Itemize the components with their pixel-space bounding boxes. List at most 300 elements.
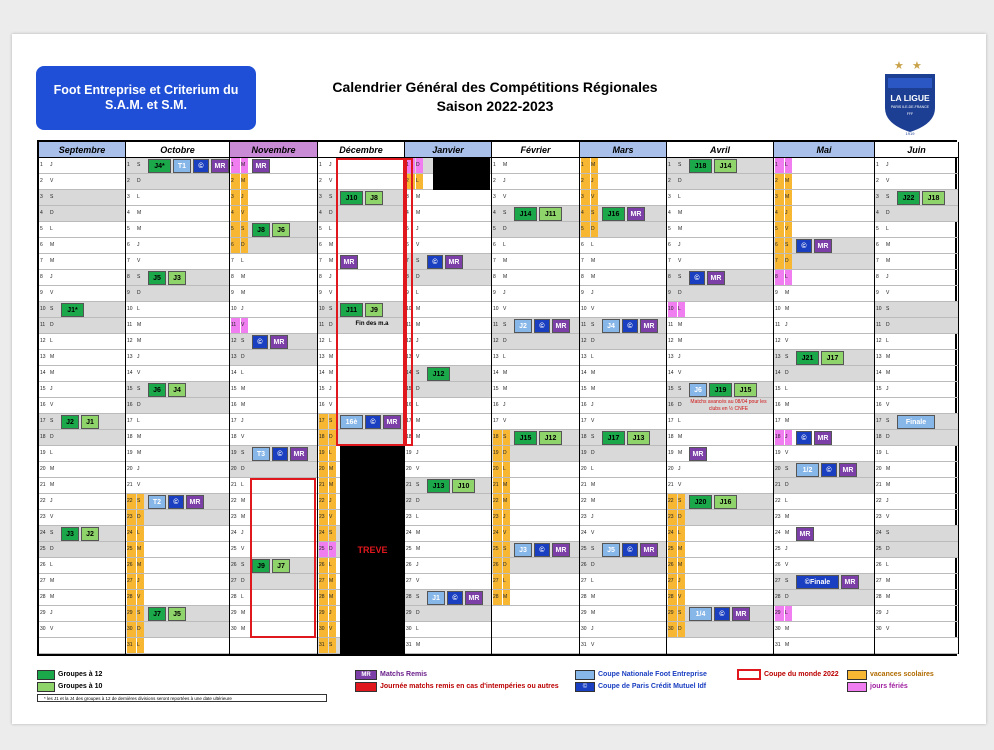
day-number: 27	[775, 578, 781, 584]
legend-swatch-journee-remis	[355, 682, 377, 692]
day-letter: M	[503, 494, 510, 509]
day-letter: M	[591, 274, 596, 280]
day-letter: M	[329, 370, 334, 376]
day-cell	[580, 158, 666, 174]
day-number: 28	[40, 594, 46, 600]
day-letter: S	[678, 494, 685, 509]
day-letter: M	[416, 210, 421, 216]
day-cell	[580, 574, 666, 590]
day-number: 26	[668, 558, 677, 573]
day-letter: V	[678, 590, 685, 605]
day-letter: S	[50, 530, 54, 536]
day-number: 28	[406, 594, 412, 600]
day-number: 11	[406, 322, 412, 328]
day-cell	[39, 382, 125, 398]
journee-chip: J17	[602, 431, 625, 445]
day-number: 18	[581, 434, 587, 440]
coupe-nationale-chip: 1/4	[689, 607, 712, 621]
day-letter: M	[785, 190, 792, 205]
journee-chip: J3	[168, 271, 186, 285]
day-letter: D	[678, 622, 685, 637]
day-cell	[405, 222, 491, 238]
day-letter: L	[785, 158, 792, 173]
day-letter: V	[416, 466, 420, 472]
day-letter: M	[50, 370, 55, 376]
day-cell	[405, 510, 491, 526]
day-letter: M	[416, 530, 421, 536]
journee-chip: J6	[272, 223, 290, 237]
day-letter: M	[137, 558, 144, 573]
day-number: 15	[40, 386, 46, 392]
day-cell	[667, 350, 773, 366]
day-cell	[39, 254, 125, 270]
day-cell	[774, 478, 874, 494]
day-cell	[405, 318, 491, 334]
day-letter: M	[591, 386, 596, 392]
day-number: 5	[40, 226, 43, 232]
day-cell	[774, 158, 874, 174]
day-number: 6	[668, 242, 671, 248]
ligue-shield-icon	[880, 58, 940, 136]
journee-chip: J20	[689, 495, 712, 509]
day-number: 12	[406, 338, 412, 344]
day-cell	[39, 478, 125, 494]
day-number: 19	[127, 450, 133, 456]
day-letter: M	[241, 386, 246, 392]
month-header: Décembre	[318, 142, 404, 158]
day-number: 10	[668, 302, 677, 317]
day-cell	[126, 478, 229, 494]
day-number: 13	[40, 354, 46, 360]
day-cell	[492, 590, 579, 606]
day-cell	[492, 366, 579, 382]
day-number: 2	[40, 178, 43, 184]
day-letter: M	[241, 402, 246, 408]
month-header: Mai	[774, 142, 874, 158]
day-letter: L	[678, 194, 681, 200]
day-letter: M	[678, 450, 683, 456]
journee-chip: J16	[602, 207, 625, 221]
day-number: 12	[40, 338, 46, 344]
day-cell	[580, 238, 666, 254]
day-cell	[39, 190, 125, 206]
day-cell	[405, 638, 491, 654]
journee-chip: J5	[168, 607, 186, 621]
day-cell	[405, 206, 491, 222]
day-letter: S	[329, 194, 333, 200]
day-letter: V	[678, 482, 682, 488]
day-number: 30	[581, 626, 587, 632]
day-letter: M	[241, 158, 248, 173]
day-letter: D	[137, 510, 144, 525]
day-letter: M	[785, 290, 790, 296]
day-cell	[39, 622, 125, 638]
day-cell	[405, 350, 491, 366]
day-letter: V	[329, 290, 333, 296]
matchs-remis-chip: MR	[707, 271, 725, 285]
day-number: 23	[127, 510, 136, 525]
journee-chip: J14	[714, 159, 737, 173]
day-cell	[492, 334, 579, 350]
day-letter: L	[241, 594, 244, 600]
day-number: 14	[581, 370, 587, 376]
day-letter: J	[416, 450, 419, 456]
day-number: 14	[775, 370, 781, 376]
day-letter: J	[137, 466, 140, 472]
day-letter: M	[503, 274, 508, 280]
day-cell	[126, 366, 229, 382]
legend-swatch-groupes10	[37, 682, 55, 692]
day-letter: L	[329, 338, 332, 344]
day-number: 16	[127, 402, 133, 408]
day-number: 21	[876, 482, 882, 488]
day-cell	[39, 318, 125, 334]
day-cell	[774, 318, 874, 334]
day-number: 30	[775, 626, 781, 632]
day-letter: L	[503, 574, 510, 589]
day-number: 5	[231, 222, 240, 237]
day-number: 22	[775, 498, 781, 504]
day-letter: J	[886, 162, 889, 168]
day-letter: S	[329, 414, 336, 429]
day-letter: S	[503, 210, 507, 216]
day-letter: M	[241, 626, 246, 632]
journee-chip: J9	[365, 303, 383, 317]
day-letter: V	[137, 258, 141, 264]
day-letter: V	[591, 642, 595, 648]
day-number: 3	[40, 194, 43, 200]
day-letter: L	[503, 354, 506, 360]
day-number: 3	[876, 194, 879, 200]
day-letter: L	[503, 242, 506, 248]
day-letter: D	[886, 546, 890, 552]
day-number: 20	[319, 462, 328, 477]
day-number: 15	[668, 386, 674, 392]
day-number: 26	[493, 558, 502, 573]
matchs-remis-chip: MR	[552, 543, 570, 557]
day-letter: V	[886, 402, 890, 408]
coupe-nationale-chip: J2	[514, 319, 532, 333]
day-letter: D	[678, 178, 682, 184]
day-cell	[774, 606, 874, 622]
day-cell	[492, 254, 579, 270]
day-letter: V	[50, 290, 54, 296]
day-number: 15	[319, 386, 325, 392]
day-letter: S	[785, 578, 789, 584]
day-cell	[39, 222, 125, 238]
journee-chip: J8	[252, 223, 270, 237]
day-number: 27	[319, 574, 328, 589]
day-cell	[667, 238, 773, 254]
day-cell	[774, 510, 874, 526]
day-letter: M	[591, 594, 596, 600]
day-cell	[39, 462, 125, 478]
day-number: 5	[319, 226, 322, 232]
day-letter: V	[241, 318, 248, 333]
day-cell	[492, 238, 579, 254]
day-cell	[492, 414, 579, 430]
day-cell	[39, 158, 125, 174]
day-letter: L	[50, 226, 53, 232]
coupe-paris-chip: ©	[796, 431, 812, 445]
day-letter: M	[785, 514, 790, 520]
day-cell	[39, 366, 125, 382]
day-number: 13	[876, 354, 882, 360]
matchs-remis-chip: MR	[383, 415, 401, 429]
day-number: 26	[775, 562, 781, 568]
day-number: 7	[581, 258, 584, 264]
day-letter: L	[591, 466, 594, 472]
day-letter: L	[678, 302, 685, 317]
coupe-paris-chip: ©	[622, 543, 638, 557]
matchs-remis-chip: MR	[627, 207, 645, 221]
day-cell	[875, 478, 958, 494]
day-cell	[580, 558, 666, 574]
day-cell	[774, 558, 874, 574]
day-number: 31	[581, 642, 587, 648]
fin-des-ma-note: Fin des m.a	[355, 321, 389, 327]
day-cell	[39, 510, 125, 526]
day-letter: S	[241, 222, 248, 237]
day-number: 8	[40, 274, 43, 280]
coupe-nationale-chip: J1	[427, 591, 445, 605]
day-letter: L	[241, 370, 244, 376]
day-letter: L	[329, 558, 336, 573]
day-number: 10	[581, 306, 587, 312]
day-cell	[875, 622, 958, 638]
matchs-remis-chip: MR	[445, 255, 463, 269]
day-letter: V	[785, 450, 789, 456]
day-letter: M	[785, 642, 790, 648]
day-letter: M	[241, 514, 246, 520]
day-number: 19	[493, 446, 502, 461]
day-letter: V	[591, 530, 595, 536]
day-cell	[667, 206, 773, 222]
day-number: 21	[581, 482, 587, 488]
day-cell	[405, 270, 491, 286]
coupe-paris-chip: ©	[193, 159, 209, 173]
day-letter: M	[137, 322, 142, 328]
day-number: 14	[493, 370, 499, 376]
day-cell	[492, 510, 579, 526]
day-number: 30	[40, 626, 46, 632]
day-number: 8	[319, 274, 322, 280]
day-cell	[39, 286, 125, 302]
day-cell	[580, 350, 666, 366]
day-number: 18	[406, 434, 412, 440]
day-cell	[39, 638, 125, 654]
journee-chip: J12	[539, 431, 562, 445]
legend-swatch-groupes12	[37, 670, 55, 680]
day-letter: J	[329, 274, 332, 280]
day-cell	[580, 622, 666, 638]
month-header: Mars	[580, 142, 666, 158]
day-cell	[126, 590, 229, 606]
day-number: 21	[231, 482, 237, 488]
day-number: 19	[231, 450, 237, 456]
day-letter: M	[785, 174, 792, 189]
day-number: 6	[40, 242, 43, 248]
coupe-du-monde-frame	[405, 158, 413, 446]
day-letter: L	[137, 306, 140, 312]
day-letter: S	[678, 162, 682, 168]
day-number: 2	[127, 178, 130, 184]
day-number: 25	[231, 546, 237, 552]
day-number: 8	[231, 274, 234, 280]
day-cell	[492, 638, 579, 654]
day-number: 26	[319, 558, 328, 573]
title-line-2: Saison 2022-2023	[436, 98, 554, 114]
journee-chip: J3	[61, 527, 79, 541]
day-number: 18	[493, 430, 502, 445]
day-number: 13	[581, 354, 587, 360]
day-cell	[126, 222, 229, 238]
day-number: 11	[876, 322, 882, 328]
day-cell	[230, 430, 317, 446]
day-letter: M	[503, 386, 508, 392]
day-number: 1	[319, 162, 322, 168]
day-letter: D	[785, 482, 789, 488]
month-header: Juin	[875, 142, 958, 158]
day-number: 10	[493, 306, 499, 312]
day-letter: S	[591, 206, 598, 221]
day-cell	[492, 622, 579, 638]
day-number: 11	[668, 322, 674, 328]
day-cell	[580, 494, 666, 510]
journee-chip: J10	[452, 479, 475, 493]
day-letter: J	[241, 418, 244, 424]
journee-chip: J16	[714, 495, 737, 509]
day-letter: J	[785, 322, 788, 328]
day-number: 5	[876, 226, 879, 232]
day-cell	[774, 286, 874, 302]
day-letter: S	[329, 638, 336, 653]
day-letter: J	[50, 274, 53, 280]
day-number: 10	[127, 306, 133, 312]
day-number: 30	[668, 622, 677, 637]
day-letter: S	[137, 274, 141, 280]
day-letter: V	[591, 190, 598, 205]
day-number: 7	[406, 258, 409, 264]
journee-chip: J2	[81, 527, 99, 541]
month-column-janvier	[405, 142, 492, 654]
day-number: 20	[406, 466, 412, 472]
journee-chip: J17	[821, 351, 844, 365]
day-cell	[875, 286, 958, 302]
day-cell	[492, 270, 579, 286]
day-cell	[405, 494, 491, 510]
day-letter: J	[886, 610, 889, 616]
day-number: 4	[406, 210, 409, 216]
day-letter: L	[137, 526, 144, 541]
day-number: 14	[319, 370, 325, 376]
day-letter: S	[591, 434, 595, 440]
day-number: 31	[127, 638, 136, 653]
legend-swatch-coupe-paris: ©	[575, 682, 595, 692]
legend-feries: jours fériés	[870, 683, 908, 690]
day-number: 24	[493, 526, 502, 541]
day-letter: V	[137, 590, 144, 605]
day-cell	[405, 526, 491, 542]
day-letter: M	[329, 462, 336, 477]
day-letter: D	[137, 290, 141, 296]
day-letter: L	[50, 562, 53, 568]
day-letter: J	[50, 162, 53, 168]
day-letter: S	[678, 386, 682, 392]
legend-journee-remis: Journée matchs remis en cas d'intempéries ou autres	[380, 683, 559, 690]
day-letter: J	[329, 386, 332, 392]
day-number: 10	[775, 306, 781, 312]
day-letter: D	[591, 338, 595, 344]
day-cell	[39, 430, 125, 446]
day-cell	[492, 302, 579, 318]
day-number: 13	[406, 354, 412, 360]
journee-chip: J14	[514, 207, 537, 221]
day-letter: M	[678, 322, 683, 328]
day-cell	[875, 558, 958, 574]
day-cell	[39, 350, 125, 366]
day-number: 20	[40, 466, 46, 472]
day-letter: M	[137, 542, 144, 557]
day-cell	[39, 446, 125, 462]
day-number: 27	[668, 574, 677, 589]
day-letter: V	[137, 482, 141, 488]
day-letter: J	[241, 306, 244, 312]
day-letter: L	[886, 338, 889, 344]
day-number: 24	[319, 526, 328, 541]
treve-block: TREVE	[340, 446, 405, 654]
day-letter: L	[678, 526, 685, 541]
day-number: 15	[406, 386, 412, 392]
day-number: 18	[319, 430, 328, 445]
coupe-paris-chip: ©	[427, 255, 443, 269]
day-number: 22	[406, 498, 412, 504]
day-cell	[580, 478, 666, 494]
day-number: 7	[319, 258, 322, 264]
day-letter: J	[591, 290, 594, 296]
day-letter: J	[137, 354, 140, 360]
day-letter: D	[503, 226, 507, 232]
day-number: 11	[319, 322, 325, 328]
journee-chip: J7	[272, 559, 290, 573]
day-number: 18	[775, 430, 784, 445]
day-cell	[667, 414, 773, 430]
day-number: 13	[493, 354, 499, 360]
day-letter: S	[329, 306, 333, 312]
day-number: 7	[40, 258, 43, 264]
day-letter: S	[886, 306, 890, 312]
day-cell	[580, 590, 666, 606]
day-letter: V	[678, 370, 682, 376]
day-cell	[39, 590, 125, 606]
day-letter: M	[416, 322, 421, 328]
day-letter: L	[886, 562, 889, 568]
day-number: 18	[40, 434, 46, 440]
day-cell	[667, 318, 773, 334]
day-cell	[774, 334, 874, 350]
day-letter: J	[678, 466, 681, 472]
day-number: 18	[876, 434, 882, 440]
day-cell	[230, 366, 317, 382]
day-cell	[774, 190, 874, 206]
day-letter: J	[886, 274, 889, 280]
day-cell	[580, 414, 666, 430]
coupe-nationale-chip: T3	[252, 447, 270, 461]
day-cell	[580, 286, 666, 302]
day-letter: D	[886, 322, 890, 328]
day-number: 25	[40, 546, 46, 552]
day-number: 4	[127, 210, 130, 216]
